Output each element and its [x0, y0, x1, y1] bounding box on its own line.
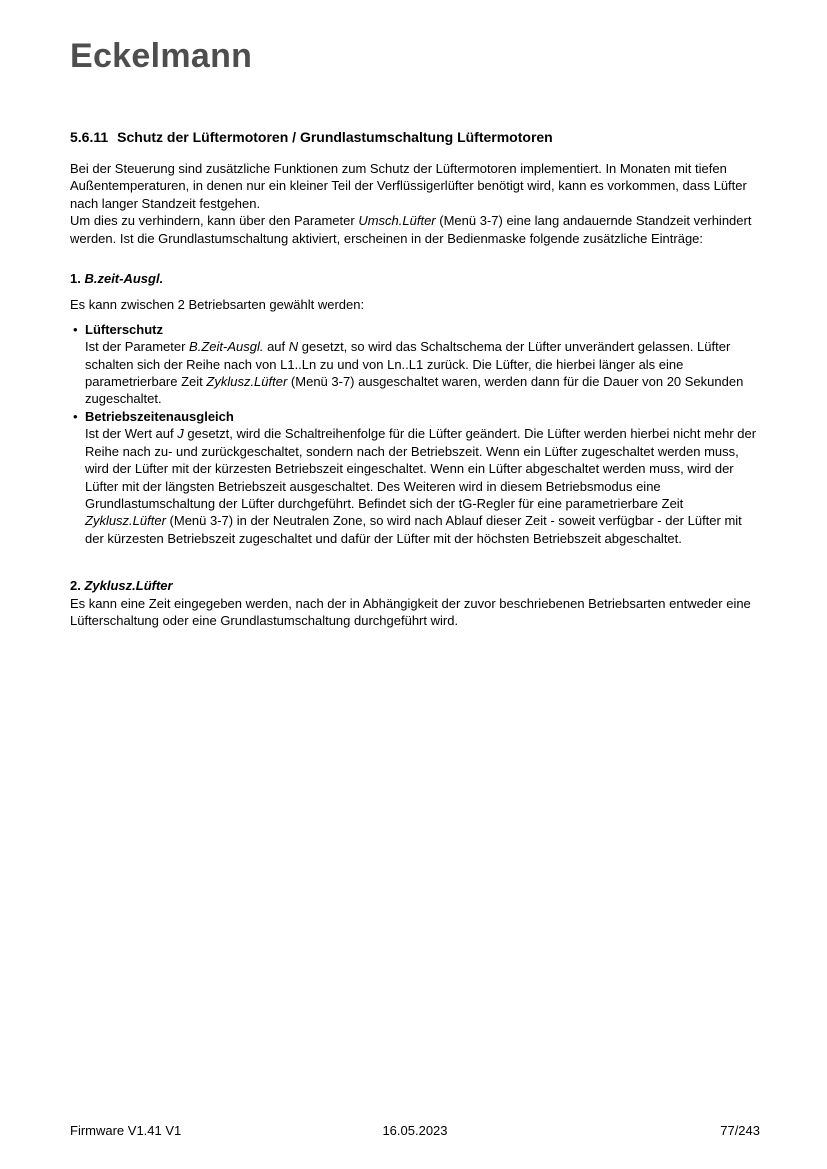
- item1-heading: 1. B.zeit-Ausgl.: [70, 271, 164, 287]
- bullet-icon: •: [73, 321, 78, 337]
- eckelmann-logo: Eckelmann: [70, 37, 253, 75]
- list-item: [70, 321, 760, 408]
- intro-paragraph: Bei der Steuerung sind zusätzliche Funktionen zum Schutz der Lüftermotoren implementiert. In Monaten mit tiefen Außentemperaturen, in denen nur ein kleiner Teil der Verflüssigerlüfter benötigt wird, kann es vorkommen, dass Lüfter nach langer Standzeit festgehen. Um dies zu verhindern, kann über den Parameter Umsch.Lüfter (Menü 3-7) eine lang andauernde Standzeit verhindert werden. Ist die Grundlastumschaltung aktiviert, erscheinen in der Bedienmaske folgende zusätzliche Einträge:: [70, 161, 752, 246]
- item2-body: Es kann eine Zeit eingegeben werden, nach der in Abhängigkeit der zuvor beschriebenen Betriebsarten entweder eine Lüfterschaltung oder eine Grundlastumschaltung durchgeführt wird.: [70, 595, 751, 628]
- bullet-content: [85, 321, 760, 408]
- footer-page-number: 77/243: [720, 1123, 760, 1138]
- item1-lead: Es kann zwischen 2 Betriebsarten gewählt werden:: [70, 297, 365, 313]
- betriebsarten-list: [70, 321, 760, 547]
- section-number: 5.6.11: [70, 129, 109, 145]
- section-heading: [70, 128, 760, 146]
- page-footer: [70, 1123, 760, 1139]
- bullet-content: [85, 408, 760, 547]
- footer-date: 16.05.2023: [382, 1123, 448, 1138]
- bullet-title: Lüfterschutz: [85, 321, 163, 337]
- bullet-icon: •: [73, 408, 78, 424]
- section-title: Schutz der Lüftermotoren / Grundlastumschaltung Lüftermotoren: [117, 129, 553, 145]
- list-item: [70, 408, 760, 547]
- footer-firmware-version: Firmware V1.41 V1: [70, 1123, 182, 1138]
- bullet-title: Betriebszeitenausgleich: [85, 408, 234, 424]
- bullet-text: Ist der Wert auf J gesetzt, wird die Schaltreihenfolge für die Lüfter geändert. Die Lüfter werden hierbei nicht mehr der Reihe nach zu- und zurückgeschaltet, sondern nach der Betriebszeit. Wenn ein Lüfter zugeschaltet werden muss, wird der Lüfter mit der kürzesten Betriebszeit eingeschaltet. Wenn ein Lüfter abgeschaltet werden muss, wird der Lüfter mit der längsten Betriebszeit ausgeschaltet. Des Weiteren wird in diesem Betriebsmodus eine Grundlastumschaltung der Lüfter durchgeführt. Befindet sich der tG-Regler für eine parametrierbare Zeit Zyklusz.Lüfter (Menü 3-7) in der Neutralen Zone, so wird nach Ablauf dieser Zeit - soweit verfügbar - der Lüfter mit der kürzesten Betriebszeit zugeschaltet und dafür der Lüfter mit der höchsten Betriebszeit abgeschaltet.: [85, 426, 757, 546]
- bullet-text: Ist der Parameter B.Zeit-Ausgl. auf N gesetzt, so wird das Schaltschema der Lüfter unverändert gelassen. Lüfter schalten sich der Reihe nach von L1..Ln zu und von Ln..L1 zurück. Die Lüfter, die hierbei länger als eine parametrierbare Zeit Zyklusz.Lüfter (Menü 3-7) ausgeschaltet waren, werden dann für die Dauer von 20 Sekunden zugeschaltet.: [85, 339, 744, 407]
- item2-heading: 2. Zyklusz.Lüfter: [70, 578, 173, 594]
